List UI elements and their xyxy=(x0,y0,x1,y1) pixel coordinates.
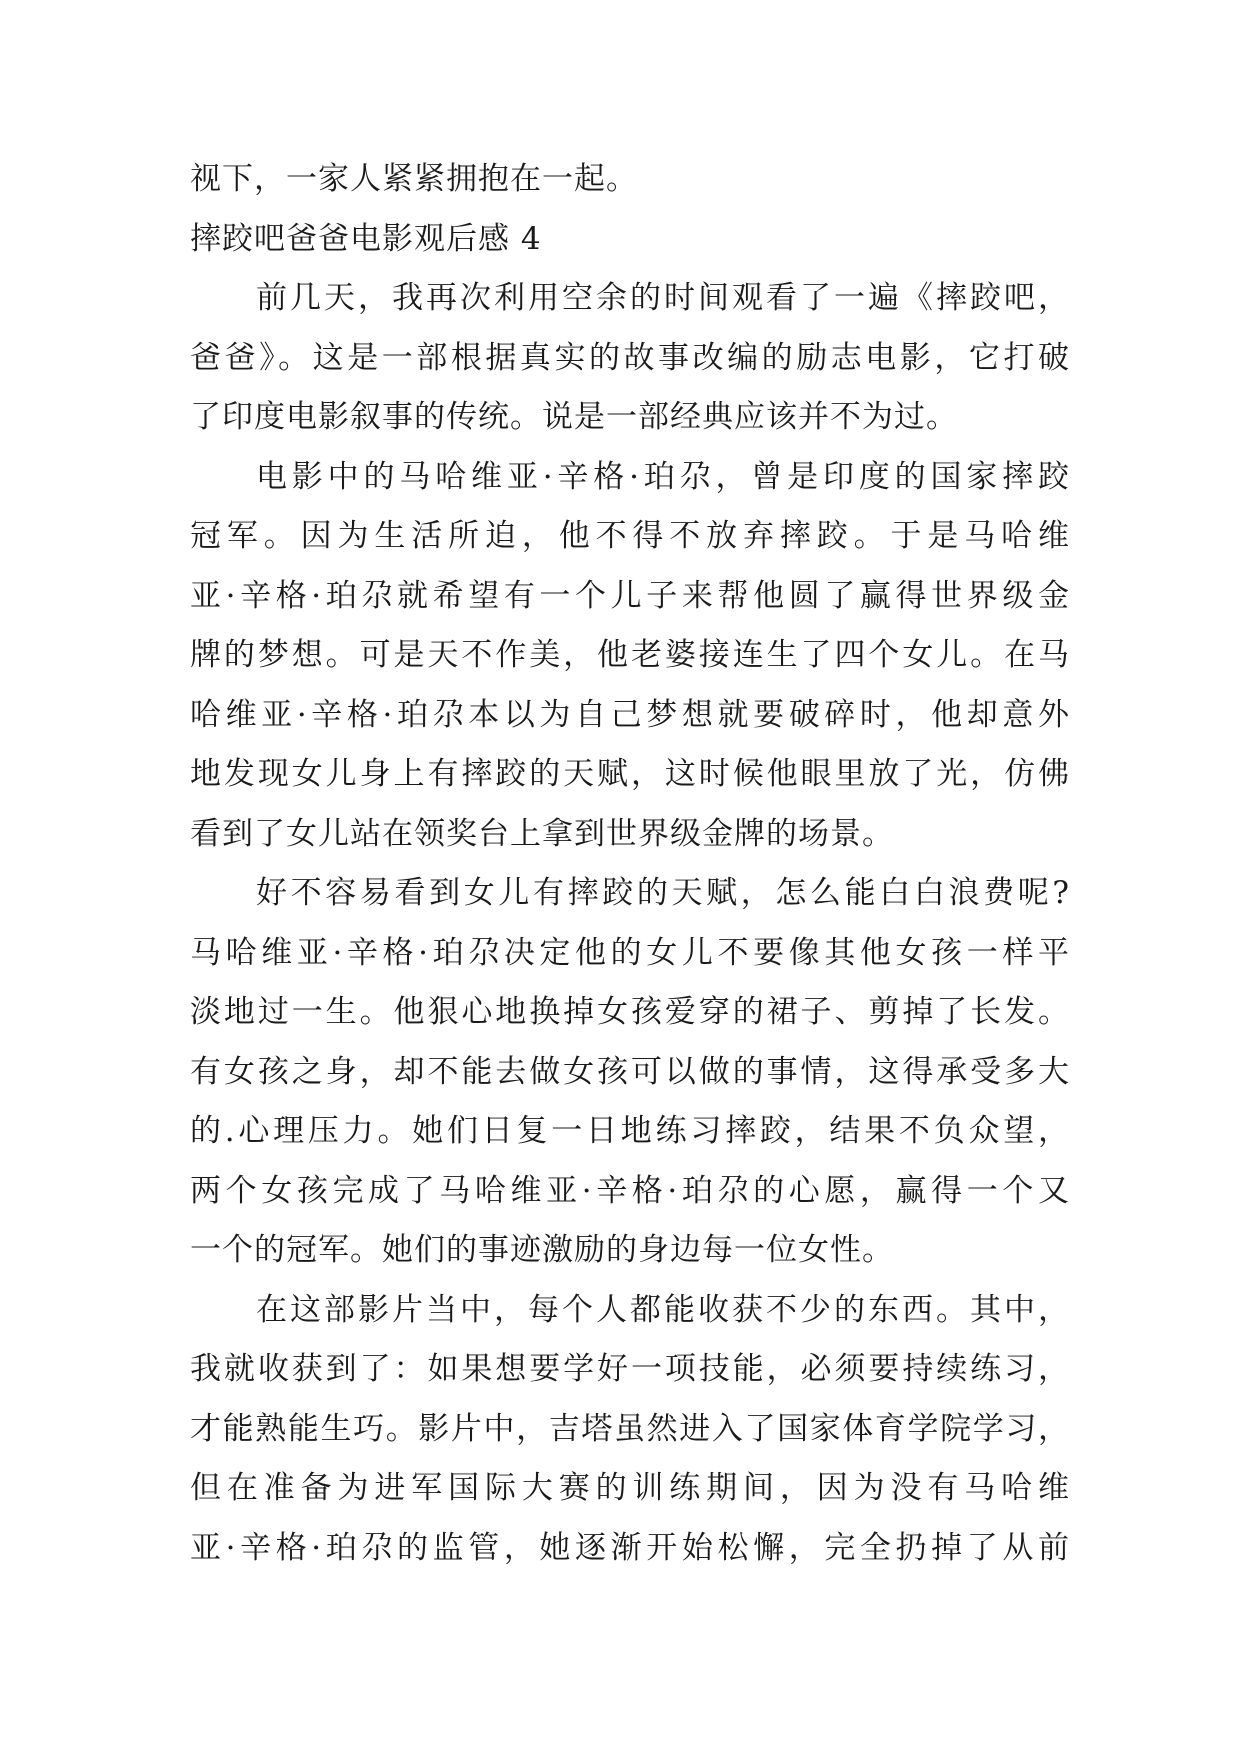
text-line: 有女孩之身，却不能去做女孩可以做的事情，这得承受多大 xyxy=(190,1053,1070,1090)
text-line: 才能熟能生巧。影片中，吉塔虽然进入了国家体育学院学习， xyxy=(190,1410,1070,1447)
text-line: 地发现女儿身上有摔跤的天赋，这时候他眼里放了光，仿佛 xyxy=(190,756,1070,792)
text-line: 马哈维亚·辛格·珀尕决定他的女儿不要像其他女孩一样平 xyxy=(190,934,1070,971)
text-line: 的.心理压力。她们日复一日地练习摔跤，结果不负众望， xyxy=(190,1113,1070,1149)
document-body xyxy=(190,150,1070,1578)
text-line: 前几天，我再次利用空余的时间观看了一遍《摔跤吧， xyxy=(256,280,1070,316)
text-line: 冠军。因为生活所迫，他不得不放弃摔跤。于是马哈维 xyxy=(190,518,1070,554)
section-heading: 摔跤吧爸爸电影观后感 4 xyxy=(190,220,542,257)
text-line: 看到了女儿站在领奖台上拿到世界级金牌的场景。 xyxy=(190,815,894,852)
text-line: 爸爸》。这是一部根据真实的故事改编的励志电影，它打破 xyxy=(190,339,1070,376)
text-line: 哈维亚·辛格·珀尕本以为自己梦想就要破碎时，他却意外 xyxy=(190,696,1070,733)
text-line: 在这部影片当中，每个人都能收获不少的东西。其中， xyxy=(256,1291,1070,1328)
text-line: 好不容易看到女儿有摔跤的天赋，怎么能白白浪费呢? xyxy=(256,875,1070,911)
text-line: 一个的冠军。她们的事迹激励的身边每一位女性。 xyxy=(190,1232,894,1268)
text-line: 但在准备为进军国际大赛的训练期间，因为没有马哈维 xyxy=(190,1470,1070,1506)
text-line: 两个女孩完成了马哈维亚·辛格·珀尕的心愿，赢得一个又 xyxy=(190,1172,1070,1209)
text-line: 亚·辛格·珀尕的监管，她逐渐开始松懈，完全扔掉了从前 xyxy=(190,1529,1070,1566)
text-line: 了印度电影叙事的传统。说是一部经典应该并不为过。 xyxy=(190,399,958,435)
text-line: 淡地过一生。他狠心地换掉女孩爱穿的裙子、剪掉了长发。 xyxy=(190,994,1070,1030)
text-line: 牌的梦想。可是天不作美，他老婆接连生了四个女儿。在马 xyxy=(190,637,1070,673)
text-line: 亚·辛格·珀尕就希望有一个儿子来帮他圆了赢得世界级金 xyxy=(190,577,1070,614)
text-line: 视下，一家人紧紧拥抱在一起。 xyxy=(190,161,638,197)
text-line: 我就收获到了：如果想要学好一项技能，必须要持续练习， xyxy=(190,1351,1070,1387)
text-line: 电影中的马哈维亚·辛格·珀尕，曾是印度的国家摔跤 xyxy=(256,458,1070,495)
